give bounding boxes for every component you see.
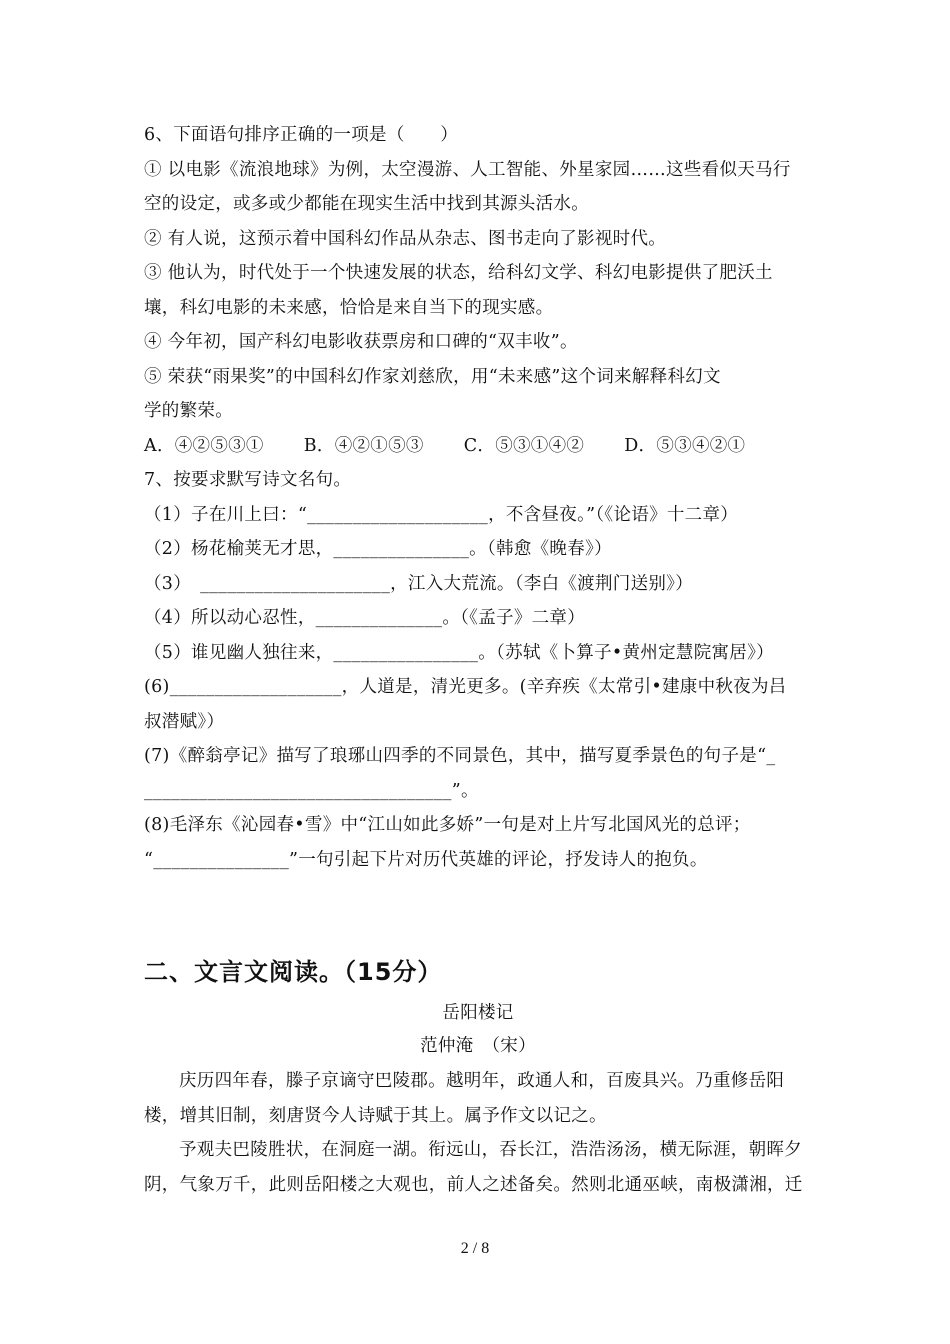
recitation-item-8-line-1: (8)毛泽东《沁园春•雪》中“江山如此多娇”一句是对上片写北国风光的总评； <box>144 815 751 835</box>
section-heading: 二、文言文阅读。（15分） <box>144 958 443 986</box>
passage-line-1: 庆历四年春，滕子京谪守巴陵郡。越明年，政通人和，百废具兴。乃重修岳阳 <box>179 1071 785 1091</box>
poem-author: 范仲淹 （宋） <box>420 1036 536 1056</box>
sentence-5-line-2: 学的繁荣。 <box>144 401 233 421</box>
recitation-item-4: （4）所以动心忍性，______________。（《孟子》二章） <box>144 608 586 628</box>
recitation-item-1: （1）子在川上曰：“____________________，不含昼夜。”（《论语》十二章） <box>144 504 739 525</box>
recitation-item-2: （2）杨花榆荚无才思，_______________。（韩愈《晚春》） <box>144 539 612 559</box>
option-a: A．④②⑤③① <box>144 435 264 456</box>
sentence-3-line-2: 壤，科幻电影的未来感，恰恰是来自当下的现实感。 <box>144 297 554 318</box>
sentence-2: ② 有人说，这预示着中国科幻作品从杂志、图书走向了影视时代。 <box>144 228 667 249</box>
recitation-item-3: （3） _____________________，江入大荒流。（李白《渡荆门送别》） <box>144 573 694 594</box>
answer-options <box>144 429 812 464</box>
option-d: D．⑤③④②① <box>624 435 746 456</box>
recitation-item-7-line-1: (7)《醉翁亭记》描写了琅琊山四季的不同景色，其中，描写夏季景色的句子是“_ <box>144 746 776 766</box>
recitation-item-8-line-2: “_______________”一句引起下片对历代英雄的评论，抒发诗人的抱负。 <box>144 849 708 870</box>
option-b: B．④②①⑤③ <box>303 435 424 456</box>
question-6-stem: 6、下面语句排序正确的一项是（ ） <box>144 125 459 145</box>
sentence-4: ④ 今年初，国产科幻电影收获票房和口碑的“双丰收”。 <box>144 332 578 352</box>
sentence-3-line-1: ③ 他认为，时代处于一个快速发展的状态，给科幻文学、科幻电影提供了肥沃土 <box>144 263 773 283</box>
poem-title: 岳阳楼记 <box>442 1003 514 1023</box>
passage-line-3: 予观夫巴陵胜状，在洞庭一湖。衔远山，吞长江，浩浩汤汤，横无际涯，朝晖夕 <box>179 1140 802 1160</box>
sentence-5-line-1: ⑤ 荣获“雨果奖”的中国科幻作家刘慈欣，用“未来感”这个词来解释科幻文 <box>144 366 721 387</box>
passage-line-4: 阴，气象万千，此则岳阳楼之大观也，前人之述备矣。然则北通巫峡，南极潇湘，迁 <box>144 1174 803 1195</box>
sentence-1-line-2: 空的设定，或多或少都能在现实生活中找到其源头活水。 <box>144 194 589 214</box>
passage-line-2: 楼，增其旧制，刻唐贤今人诗赋于其上。属予作文以记之。 <box>144 1105 607 1126</box>
question-7-stem: 7、按要求默写诗文名句。 <box>144 470 352 490</box>
option-c: C．⑤③①④② <box>463 435 585 456</box>
recitation-item-7-line-2: __________________________________”。 <box>144 780 479 801</box>
sentence-1-line-1: ① 以电影《流浪地球》为例，太空漫游、人工智能、外星家园……这些看似天马行 <box>144 159 791 180</box>
page-number: 2 / 8 <box>460 1240 490 1257</box>
question-block <box>144 118 812 877</box>
classical-passage <box>144 1064 812 1202</box>
recitation-item-6-line-2: 叔潜赋》） <box>144 711 225 732</box>
recitation-item-6-line-1: (6)___________________，人道是，清光更多。(辛弃疾《太常引•建康中秋夜为吕 <box>144 677 787 697</box>
recitation-item-5: （5）谁见幽人独往来，________________。（苏轼《卜算子•黄州定慧院寓居》） <box>144 642 774 663</box>
